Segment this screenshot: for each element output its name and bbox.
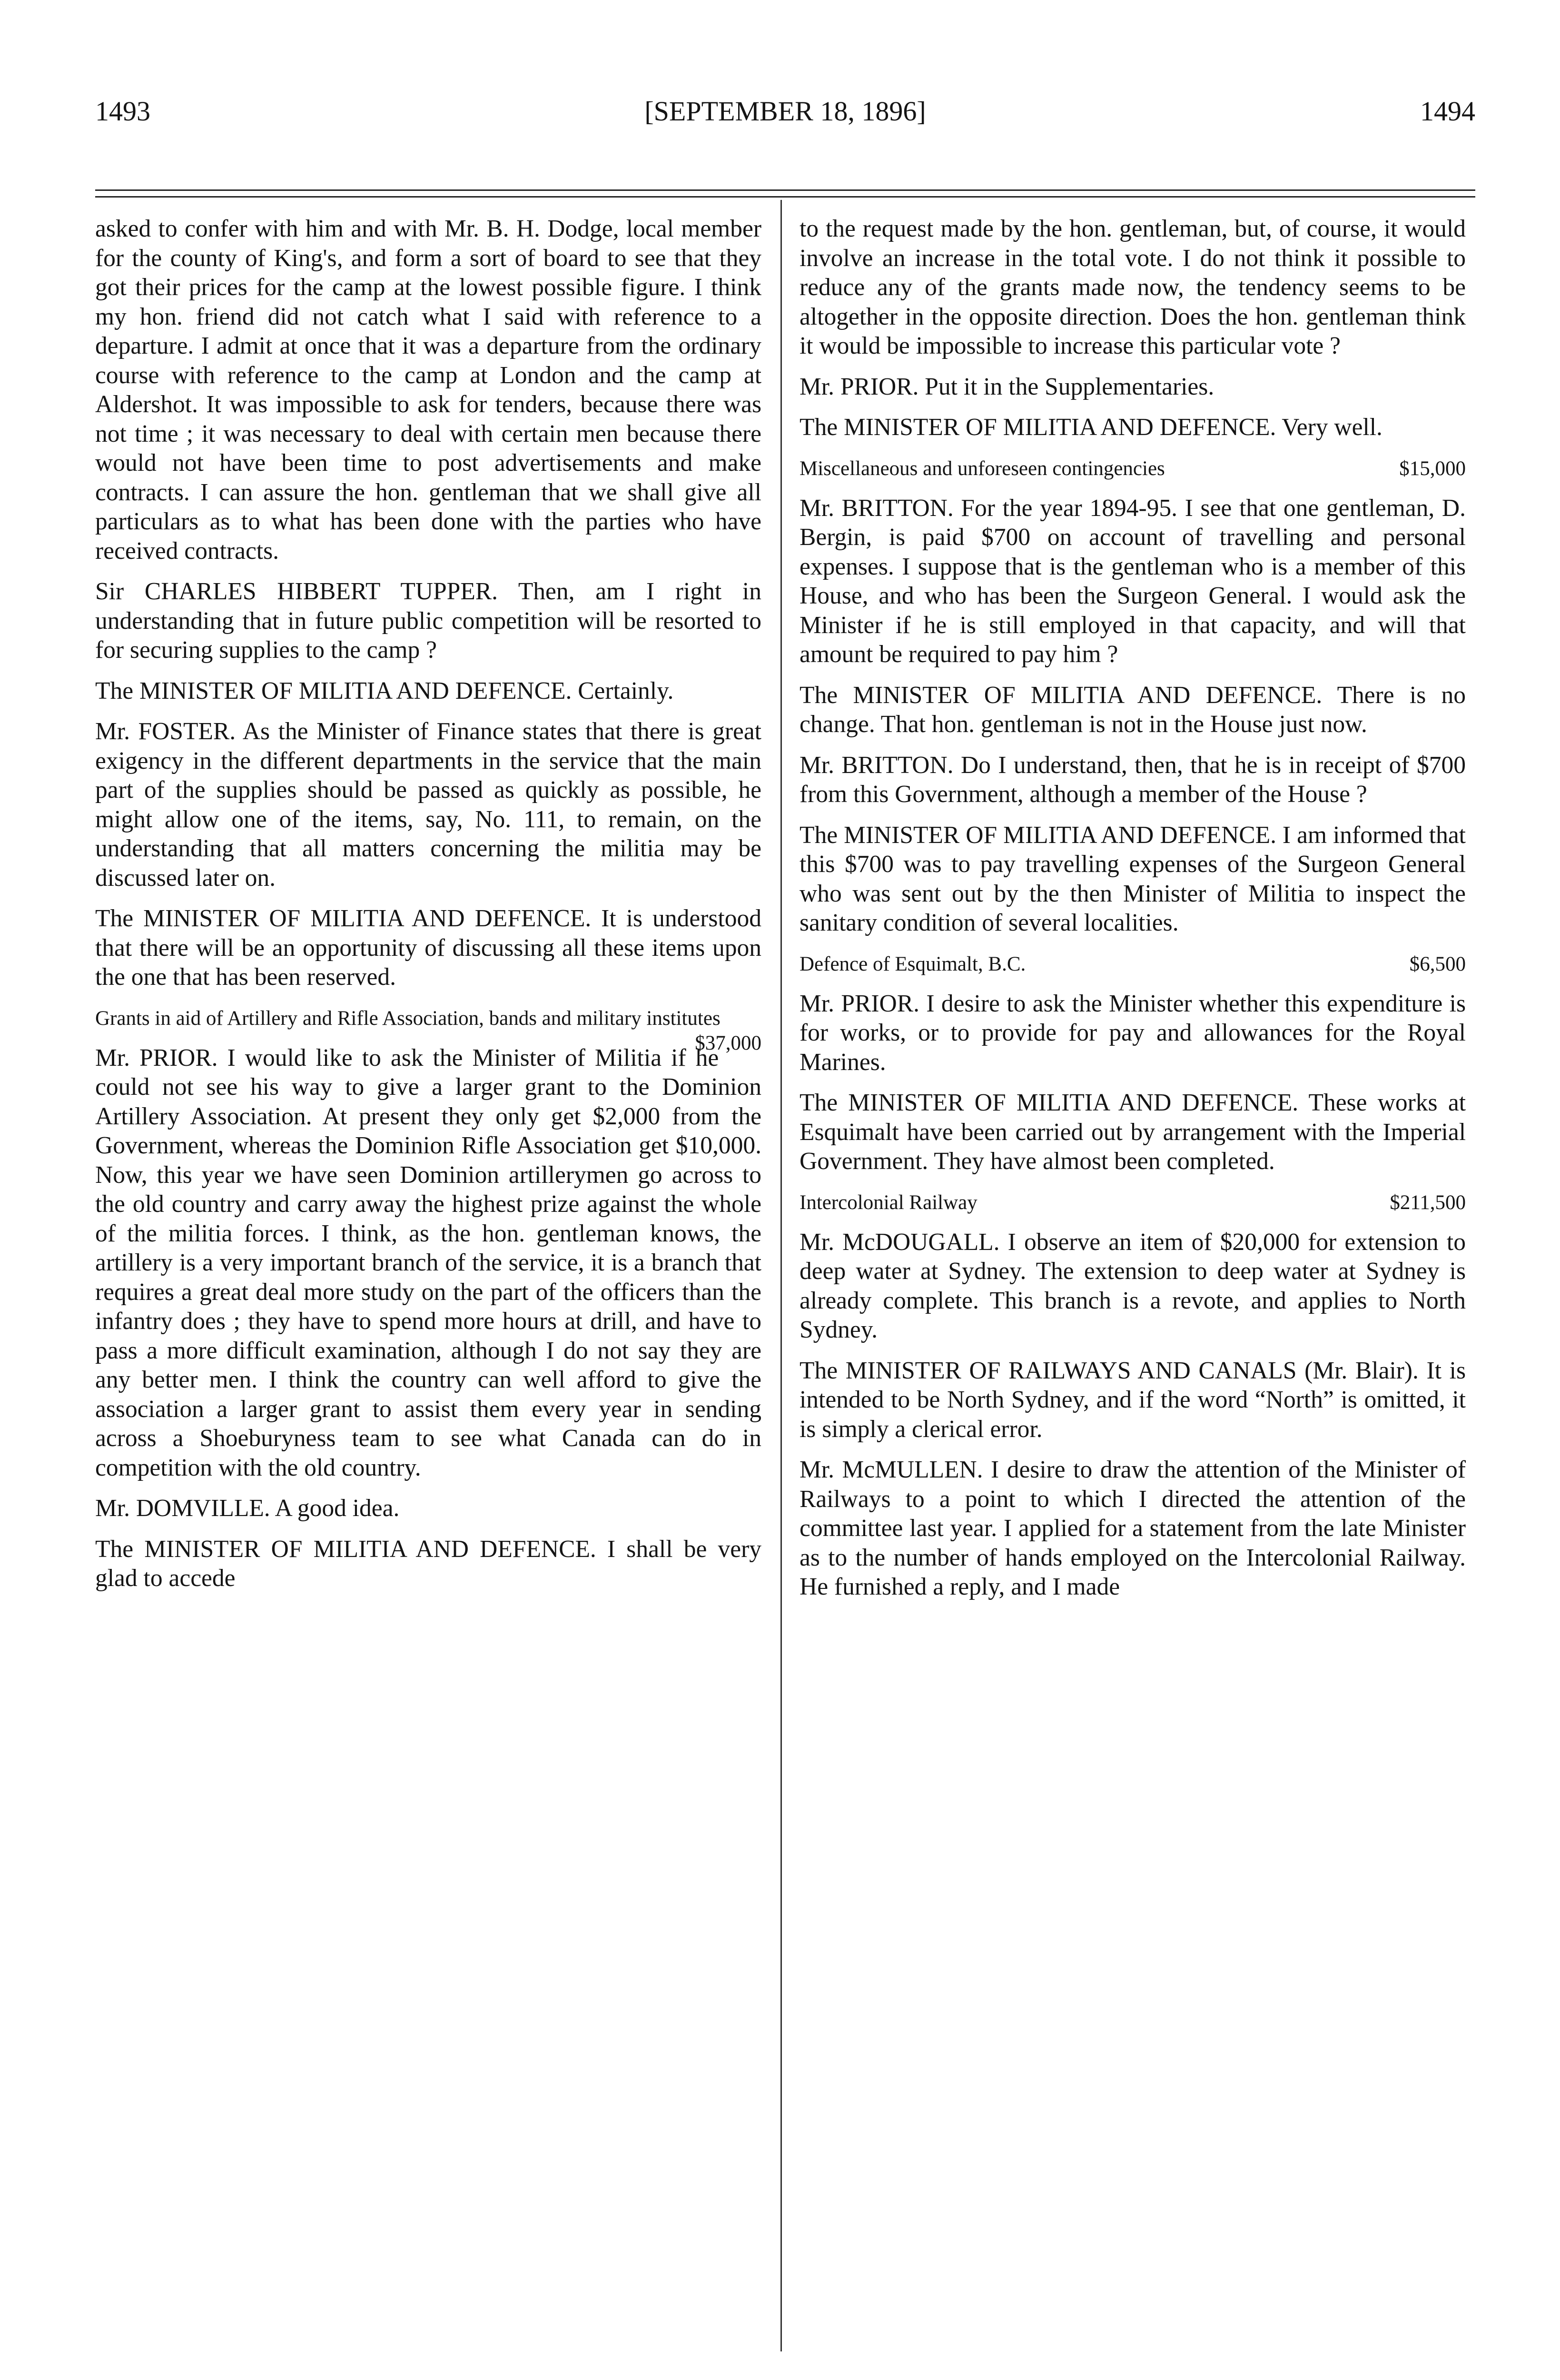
estimate-item-amount: $211,500 [1390,1191,1466,1214]
speech-paragraph: Mr. BRITTON. Do I understand, then, that he is in receipt of $700 from this Government, although a member of the House ? [800,751,1466,808]
speech-paragraph: Mr. BRITTON. For the year 1894-95. I see that one gentleman, D. Bergin, is paid $700 on account of travelling and personal expenses. I suppose that is the gentleman who is a member of this House, and who has been the Surgeon General. I would ask the Minister if he is still employed in that capacity, and will that amount be required to pay him ? [800,494,1466,668]
page-date-title: [SEPTEMBER 18, 1896] [644,96,926,127]
estimate-item-label: Defence of Esquimalt, B.C. [800,952,1026,975]
estimate-item [800,1190,1466,1215]
speech-paragraph: The MINISTER OF MILITIA AND DEFENCE. I am informed that this $700 was to pay travelling expenses of the Surgeon General who was sent out by the then Minister of Militia to inspect the sanitary condition of several localities. [800,821,1466,936]
speech-paragraph: asked to confer with him and with Mr. B. H. Dodge, local member for the county of King's, and form a sort of board to see that they got their prices for the camp at the lowest possible figure. I think my hon. friend did not catch what I said with reference to a departure. I admit at once that it was a departure from the ordinary course with reference to the camp at London and the camp at Aldershot. It was impossible to ask for tenders, because there was not time ; it was necessary to deal with certain men because there would not have been time to post advertisements and make contracts. I can assure the hon. gentleman that we shall give all particulars as to what has been done with the parties who have received contracts. [95,215,761,565]
speech-paragraph: The MINISTER OF MILITIA AND DEFENCE. Very well. [800,414,1382,441]
estimate-item-amount: $15,000 [1399,457,1466,480]
header-rule-bottom [95,196,1475,198]
speech-paragraph: Mr. PRIOR. I desire to ask the Minister whether this expenditure is for works, or to provide for pay and allowances for the Royal Marines. [800,990,1466,1076]
speech-paragraph: The MINISTER OF MILITIA AND DEFENCE. There is no change. That hon. gentleman is not in the House just now. [800,681,1466,738]
estimate-item-label: Miscellaneous and unforeseen contingencies [800,457,1165,480]
speech-paragraph: to the request made by the hon. gentleman, but, of course, it would involve an increase in the total vote. I do not think it possible to reduce any of the grants made now, the tendency seems to be altogether in the opposite direction. Does the hon. gentleman think it would be impossible to increase this particular vote ? [800,215,1466,359]
estimate-item-amount: $6,500 [1409,952,1466,975]
speech-paragraph: Mr. FOSTER. As the Minister of Finance states that there is great exigency in the different departments in the service that the main part of the supplies should be passed as quickly as possible, he might allow one of the items, say, No. 111, to remain, on the understanding that all matters concerning the militia may be discussed later on. [95,718,761,892]
speech-paragraph: Mr. McDOUGALL. I observe an item of $20,000 for extension to deep water at Sydney. The extension to deep water at Sydney is already complete. This branch is a revote, and applies to North Sydney. [800,1228,1466,1343]
speech-paragraph: Mr. DOMVILLE. A good idea. [95,1495,400,1522]
header-rule-top [95,189,1475,191]
left-column [95,214,761,2366]
estimate-item [800,456,1466,481]
speech-paragraph: The MINISTER OF MILITIA AND DEFENCE. Certainly. [95,677,674,704]
speech-paragraph: Mr. PRIOR. Put it in the Supplementaries. [800,373,1214,400]
page-number-right: 1494 [1420,96,1475,127]
page-number-left: 1493 [95,96,150,127]
speech-paragraph: The MINISTER OF MILITIA AND DEFENCE. It is understood that there will be an opportunity of discussing all these items upon the one that has been reserved. [95,905,761,991]
speech-paragraph: Mr. PRIOR. I would like to ask the Minister of Militia if he could not see his way to give a larger grant to the Dominion Artillery Association. At present they only get $2,000 from the Government, whereas the Dominion Rifle Association get $10,000. Now, this year we have seen Dominion artillerymen go across to the old country and carry away the highest prize against the whole of the militia forces. I think, as the hon. gentleman knows, the artillery is a very important branch of the service, it is a branch that requires a great deal more study on the part of the officers than the infantry does ; they have to spend more hours at drill, and have to pass a more difficult examination, although I do not say they are any better men. I think the country can well afford to give the association a larger grant to assist them every year in sending across a Shoeburyness team to see what Canada can do in competition with the old country. [95,1044,761,1481]
estimate-item-amount: $37,000 [695,1031,761,1054]
speech-paragraph: Mr. McMULLEN. I desire to draw the attention of the Minister of Railways to a point to which I directed the attention of the committee last year. I applied for a statement from the late Minister as to the number of hands employed on the Intercolonial Railway. He furnished a reply, and I made [800,1456,1466,1600]
estimate-item-label: Grants in aid of Artillery and Rifle Association, bands and military institutes [95,1007,721,1030]
right-column [800,214,1466,2366]
estimate-item [95,1006,761,1054]
estimate-item [800,952,1466,977]
speech-paragraph: The MINISTER OF MILITIA AND DEFENCE. I shall be very glad to accede [95,1535,761,1592]
speech-paragraph: The MINISTER OF RAILWAYS AND CANALS (Mr. Blair). It is intended to be North Sydney, and if the word “North” is omitted, it is simply a clerical error. [800,1357,1466,1443]
speech-paragraph: The MINISTER OF MILITIA AND DEFENCE. These works at Esquimalt have been carried out by arrangement with the Imperial Government. They have almost been completed. [800,1089,1466,1175]
estimate-item-label: Intercolonial Railway [800,1191,977,1214]
column-divider [780,200,782,2351]
speech-paragraph: Sir CHARLES HIBBERT TUPPER. Then, am I right in understanding that in future public competition will be resorted to for securing supplies to the camp ? [95,578,761,664]
page-header [95,95,1475,143]
